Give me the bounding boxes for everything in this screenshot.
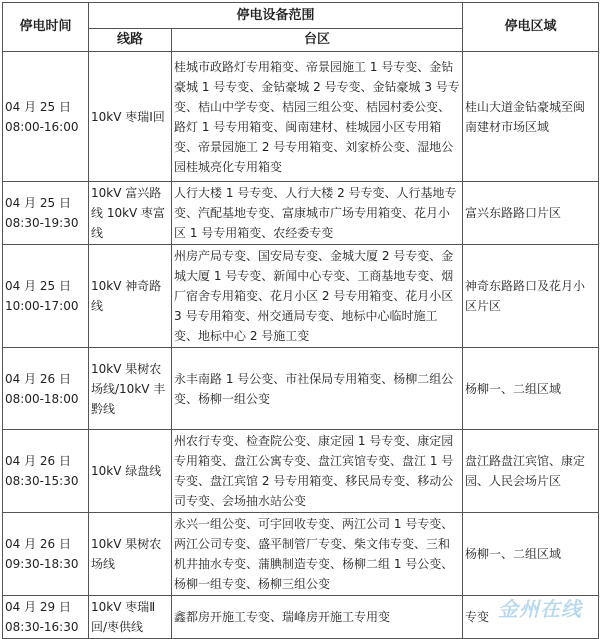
outage-area: 富兴东路路口片区 [463,182,599,245]
table-row [3,245,599,348]
outage-line: 10kV 绿盘线 [89,430,172,513]
table-row [3,513,599,596]
outage-zone: 人行大楼 1 号专变、人行大楼 2 号专变、人行基地专变、汽配基地专变、富康城市广场专用箱变、花月小区 1 号专用箱变、农经委专变 [172,182,463,245]
outage-date: 04 月 26 日 [5,537,71,551]
outage-zone: 永丰南路 1 号公变、市社保局专用箱变、杨柳二组公变、杨柳一组公变 [172,348,463,430]
table-row [3,348,599,430]
outage-hours: 08:00-16:00 [5,119,79,134]
outage-area: 神奇东路路口及花月小区片区 [463,245,599,348]
outage-area: 杨柳一、二组区域 [463,348,599,430]
outage-time-cell [3,245,89,348]
outage-time-cell [3,348,89,430]
outage-zone: 永兴一组公变、可宇回收专变、两江公司 1 号专变、两江公司专变、盛平制管厂专变、柴文伟专变、三和机井抽水专变、蒲腆制造专变、杨柳二组 1 号公变、杨柳一组专变、杨柳三组公变 [172,513,463,596]
outage-zone: 州房产局专变、国安局专变、金城大厦 2 号专变、金城大厦 1 号专变、新闻中心专变、工商基地专变、烟厂宿舍专用箱变、花月小区 2 号专用箱变、花月小区 3 号专用箱变、州交通局专变、地标中心临时施工变、地标中心 2 号施工变 [172,245,463,348]
outage-time-cell [3,52,89,182]
outage-line: 10kV 果树农场线/10kV 丰黔线 [89,348,172,430]
outage-date: 04 月 26 日 [5,454,71,468]
site-watermark-logo: 金州在线 [498,597,582,621]
header-zone: 台区 [172,29,463,52]
outage-hours: 08:30-19:30 [5,216,79,230]
outage-date: 04 月 29 日 [5,600,71,614]
header-range: 停电设备范围 [89,3,463,29]
header-time: 停电时间 [3,3,89,52]
header-area: 停电区域 [463,3,599,52]
header-row-1 [3,3,599,29]
outage-hours: 09:30-18:30 [5,557,79,571]
outage-time-cell [3,430,89,513]
outage-line: 10kV 富兴路线 10kV 枣富线 [89,182,172,245]
outage-hours: 10:00-17:00 [5,299,79,313]
outage-area: 盘江路盘江宾馆、康定园、人民会场片区 [463,430,599,513]
outage-table [2,2,599,639]
outage-time-cell [3,182,89,245]
outage-line: 10kV 枣瑞Ⅱ回/枣供线 [89,596,172,639]
table-row [3,430,599,513]
outage-time-cell [3,513,89,596]
outage-date: 04 月 25 日 [5,196,71,210]
outage-date: 04 月 26 日 [5,371,71,386]
outage-hours: 08:30-15:30 [5,474,79,488]
outage-line: 10kV 神奇路线 [89,245,172,348]
outage-zone: 桂城市政路灯专用箱变、帝景园施工 1 号专变、金钻豪城 1 号专变、金钻豪城 2 号专变、金钻豪城 3 号专变、桔山中学专变、桔园三组公变、桔园村委公变、路灯 1 号专用箱变、闽南建材、桂城园小区专用箱变、帝景园施工 2 号专用箱变、刘家桥公变、湿地公园桂城亮化专用箱变 [172,52,463,182]
outage-area: 桂山大道金钻豪城至闽南建材市场区域 [463,52,599,182]
header-line: 线路 [89,29,172,52]
outage-line: 10kV 枣瑞Ⅰ回 [89,52,172,182]
table-row [3,52,599,182]
outage-hours: 08:30-16:30 [5,620,79,634]
outage-line: 10kV 果树农场线 [89,513,172,596]
outage-hours: 08:00-18:00 [5,391,79,406]
outage-date: 04 月 25 日 [5,99,71,114]
outage-area: 杨柳一、二组区域 [463,513,599,596]
table-row [3,182,599,245]
outage-zone: 鑫都房开施工专变、瑞峰房开施工专用变 [172,596,463,639]
outage-area: 专变 [463,596,599,639]
outage-date: 04 月 25 日 [5,279,71,293]
outage-time-cell [3,596,89,639]
outage-zone: 州农行专变、检查院公变、康定园 1 号专变、康定园专用箱变、盘江公寓专变、盘江宾馆专变、盘江 1 号专变、盘江宾馆 2 号专用箱变、移民局专变、移动公司专变、会场抽水站公变 [172,430,463,513]
